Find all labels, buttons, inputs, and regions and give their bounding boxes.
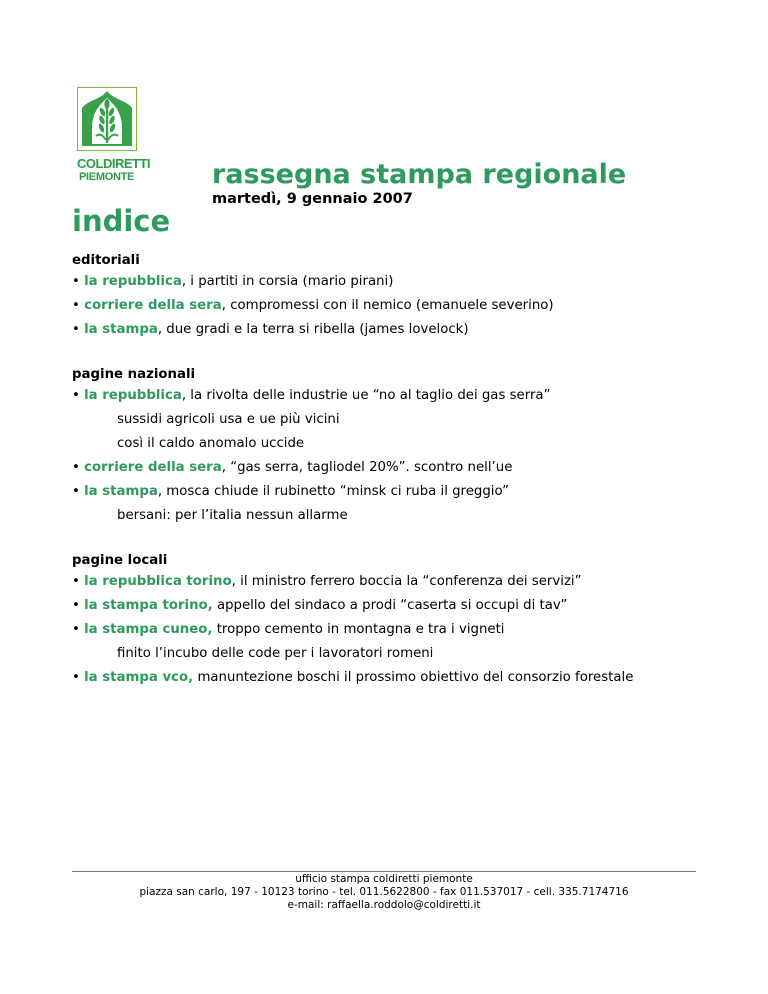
footer-email: e-mail: raffaella.roddolo@coldiretti.it [287,899,481,911]
entry-separator: , [157,322,167,337]
article-headline: appello del sindaco a prodi “caserta si occupi di tav” [216,598,568,613]
newspaper-source: la repubblica [84,274,182,289]
index-entry [72,274,712,298]
bullet-icon: • [72,274,85,289]
newspaper-source: la stampa torino, [84,598,213,613]
bullet-icon: • [72,388,85,403]
index-entry [72,622,712,646]
index-entry [72,460,712,484]
bullet-icon: • [72,598,85,613]
entry-separator: , [181,274,191,289]
index-section [72,367,712,532]
sub-entry [72,646,712,670]
index-entry [72,298,712,322]
index-entry [72,484,712,508]
sub-headline: così il caldo anomalo uccide [117,436,305,451]
entry-separator: , [157,484,167,499]
newspaper-source: corriere della sera [84,460,222,475]
sub-entry [72,508,712,532]
footer-office: ufficio stampa coldiretti piemonte [295,873,473,885]
bullet-icon: • [72,484,85,499]
issue-date: martedì, 9 gennaio 2007 [212,191,413,207]
entry-separator: , [181,388,191,403]
wheat-emblem-icon [78,88,136,150]
index-entry [72,670,712,694]
index-section [72,553,712,694]
sub-headline: bersani: per l’italia nessun allarme [117,508,348,523]
index-entry [72,388,712,412]
logo-emblem [77,87,137,151]
article-headline: manuntezione boschi il prossimo obiettivo del consorzio forestale [197,670,634,685]
sub-entry [72,436,712,460]
newspaper-source: la stampa vco, [84,670,194,685]
entry-separator: , [231,574,241,589]
bullet-icon: • [72,622,85,637]
newspaper-source: la repubblica [84,388,182,403]
index-sections [72,253,712,715]
footer-divider [72,871,696,872]
bullet-icon: • [72,322,85,337]
index-heading: indice [72,204,171,238]
article-headline: il ministro ferrero boccia la “conferenza dei servizi” [240,574,582,589]
article-headline: mosca chiude il rubinetto “minsk ci ruba il greggio” [166,484,510,499]
index-section [72,253,712,346]
newspaper-source: corriere della sera [84,298,222,313]
bullet-icon: • [72,574,85,589]
article-headline: due gradi e la terra si ribella (james lovelock) [166,322,469,337]
section-heading: editoriali [72,253,140,268]
article-headline: “gas serra, tagliodel 20%”. scontro nell’ue [230,460,513,475]
newspaper-source: la repubblica torino [84,574,232,589]
index-entry [72,574,712,598]
bullet-icon: • [72,670,85,685]
article-headline: i partiti in corsia (mario pirani) [190,274,394,289]
footer-address: piazza san carlo, 197 - 10123 torino - tel. 011.5622800 - fax 011.537017 - cell. 335.7174716 [139,886,629,898]
entry-separator: , [221,298,231,313]
index-entry [72,598,712,622]
index-entry [72,322,712,346]
sub-headline: sussidi agricoli usa e ue più vicini [117,412,340,427]
sub-headline: finito l’incubo delle code per i lavoratori romeni [117,646,434,661]
bullet-icon: • [72,298,85,313]
newspaper-source: la stampa [84,322,158,337]
newspaper-source: la stampa [84,484,158,499]
article-headline: la rivolta delle industrie ue “no al taglio dei gas serra” [190,388,551,403]
logo-text-piemonte: PIEMONTE [79,171,135,183]
entry-separator: , [221,460,231,475]
logo-text-coldiretti: COLDIRETTI [77,156,150,171]
sub-entry [72,412,712,436]
article-headline: troppo cemento in montagna e tra i vigneti [216,622,505,637]
footer [72,873,696,912]
section-heading: pagine locali [72,553,168,568]
newspaper-source: la stampa cuneo, [84,622,213,637]
bullet-icon: • [72,460,85,475]
page-title: rassegna stampa regionale [212,159,627,190]
coldiretti-logo [77,87,150,185]
article-headline: compromessi con il nemico (emanuele severino) [230,298,554,313]
section-heading: pagine nazionali [72,367,196,382]
